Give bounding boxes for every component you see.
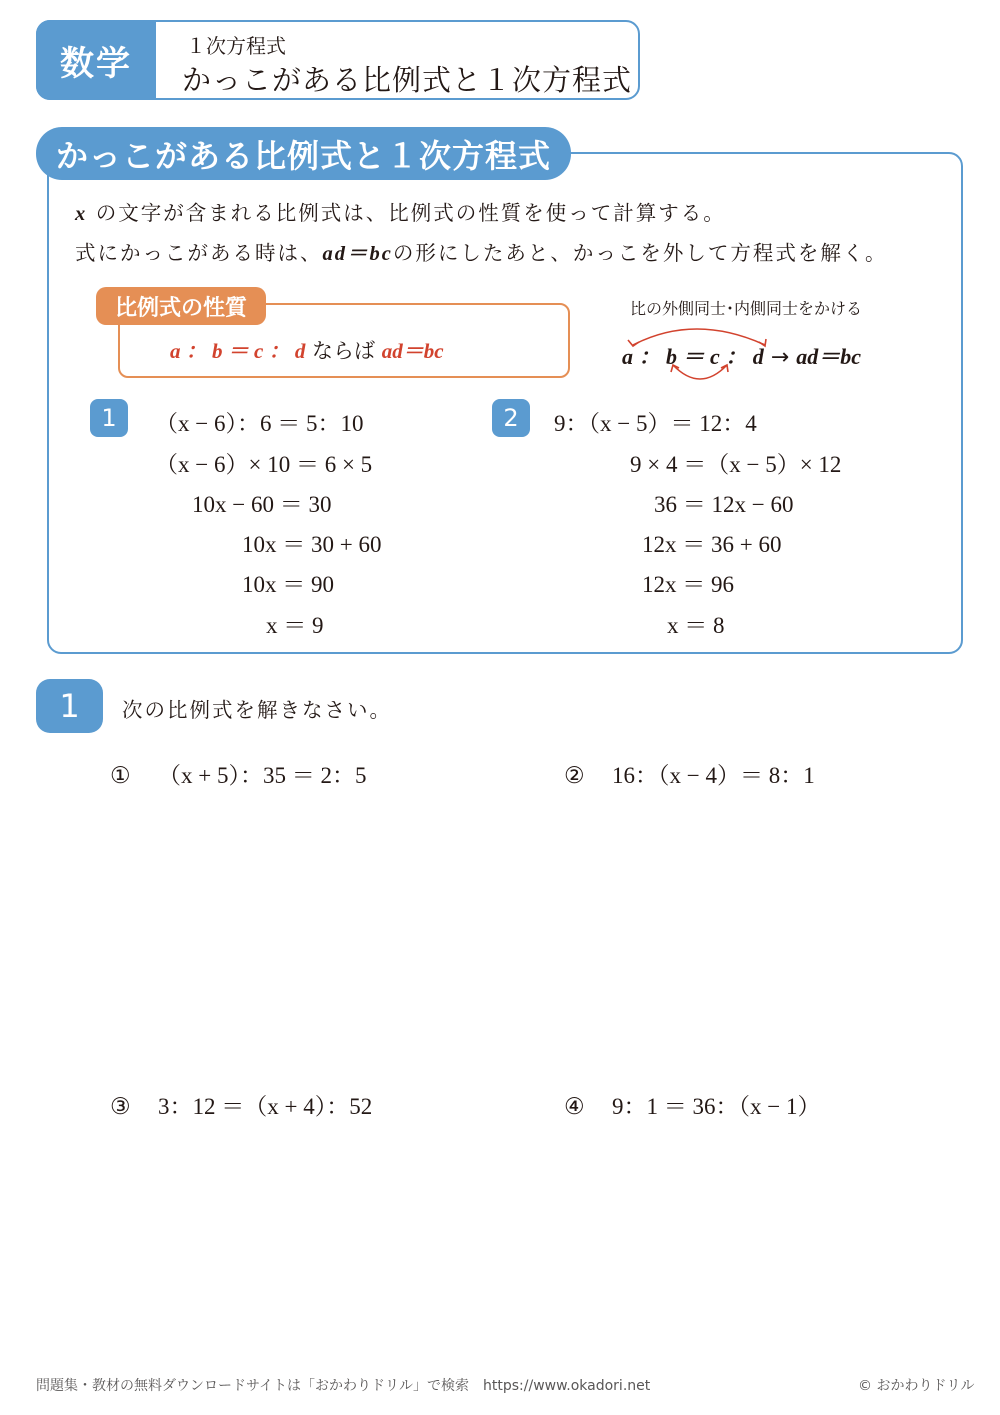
problem-3-text: 3：12 ＝（x + 4）：52: [158, 1094, 373, 1119]
explanation-line-2-post: の形にしたあと、かっこを外して方程式を解く。: [392, 241, 888, 265]
problem-4-label: ④: [564, 1094, 585, 1119]
explanation-title: かっこがある比例式と１次方程式: [36, 127, 571, 180]
example-2-step-5: 12x ＝ 96: [642, 572, 734, 597]
example-1-step-5: 10x ＝ 90: [242, 572, 334, 597]
problem-4-text: 9：1 ＝ 36：（x − 1）: [612, 1094, 821, 1119]
example-1-badge: 1: [90, 399, 128, 437]
example-2-step-6: x ＝ 8: [667, 613, 725, 638]
diagram-equation: [622, 340, 861, 371]
example-1-step-1: （x − 6）：6 ＝ 5：10: [155, 411, 364, 436]
example-2-badge: 2: [492, 399, 530, 437]
property-connector: ならば: [312, 339, 376, 363]
diagram-label: 比の外側同士･内側同士をかける: [630, 299, 863, 318]
example-1-step-3: 10x − 60 ＝ 30: [192, 492, 332, 517]
explanation-line-2: [75, 236, 887, 266]
problem-4: [564, 1088, 820, 1121]
subject-badge: 数学: [36, 20, 156, 100]
property-ratio: a ： b ＝ c ： d: [170, 339, 306, 363]
right-arrow-icon: →: [770, 345, 790, 370]
exercise-instruction: 次の比例式を解きなさい。: [122, 698, 392, 722]
example-2-step-2: 9 × 4 ＝（x − 5）× 12: [630, 452, 842, 477]
example-2-step-4: 12x ＝ 36 + 60: [642, 532, 782, 557]
problem-1: [110, 757, 366, 790]
problem-1-label: ①: [110, 763, 131, 788]
example-2-step-3: 36 ＝ 12x − 60: [654, 492, 794, 517]
formula-ad-bc: ad＝bc: [322, 243, 393, 265]
footer-text: 問題集・教材の無料ダウンロードサイトは「おかわりドリル」で検索 https://www.okadori.net: [36, 1378, 651, 1394]
lesson-title: かっこがある比例式と１次方程式: [182, 63, 633, 97]
problem-2: [564, 757, 815, 790]
property-label: 比例式の性質: [96, 287, 266, 325]
example-2-step-1: 9：（x − 5）＝ 12：4: [554, 411, 757, 436]
property-result: ad＝bc: [381, 339, 444, 363]
exercise-badge: 1: [36, 679, 103, 733]
diagram-ratio: a ： b ＝ c ： d: [622, 344, 764, 369]
problem-3: [110, 1088, 372, 1121]
problem-2-text: 16：（x − 4）＝ 8：1: [612, 763, 815, 788]
example-1-step-6: x ＝ 9: [266, 613, 324, 638]
explanation-line-2-pre: 式にかっこがある時は、: [75, 241, 323, 265]
example-1-step-2: （x − 6）× 10 ＝ 6 × 5: [155, 452, 373, 477]
unit-name: １次方程式: [186, 34, 286, 58]
explanation-line-1: [75, 196, 726, 226]
problem-1-text: （x + 5）：35 ＝ 2：5: [158, 763, 367, 788]
explanation-line-1-text: の文字が含まれる比例式は、比例式の性質を使って計算する。: [95, 201, 726, 225]
problem-2-label: ②: [564, 763, 585, 788]
footer-copyright: © おかわりドリル: [858, 1378, 975, 1394]
property-statement: [170, 335, 444, 365]
problem-3-label: ③: [110, 1094, 131, 1119]
var-x: x: [75, 203, 88, 225]
example-1-step-4: 10x ＝ 30 + 60: [242, 532, 382, 557]
diagram-result: ad＝bc: [796, 344, 861, 369]
